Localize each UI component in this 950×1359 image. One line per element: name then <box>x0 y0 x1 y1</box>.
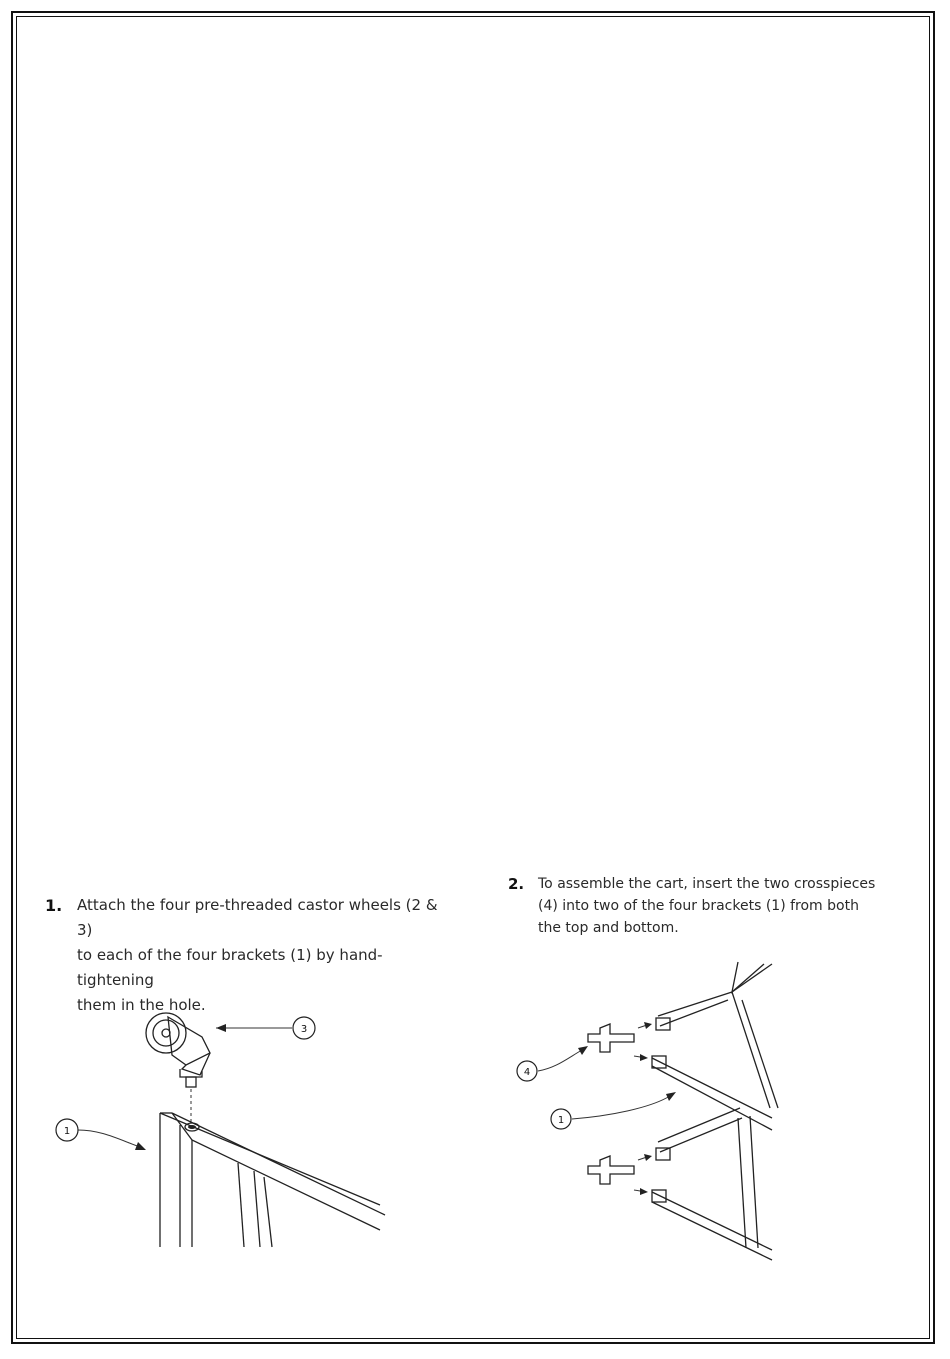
step-1-line-3: them in the hole. <box>77 996 206 1014</box>
step-2-text <box>538 873 878 939</box>
step-2-line-2: (4) into two of the four brackets (1) from both <box>538 898 859 914</box>
castor-wheel-drawing <box>146 1013 210 1123</box>
crosspiece-upper <box>588 1022 652 1061</box>
callout-3 <box>216 1017 315 1039</box>
figure-1-castor-assembly <box>40 995 400 1255</box>
callout-1-fig1-label: 1 <box>63 1126 71 1137</box>
callout-4-label: 4 <box>523 1067 531 1078</box>
callout-1-fig2-label: 1 <box>557 1115 565 1126</box>
callout-1-fig2 <box>551 1092 676 1129</box>
bracket-frame-drawing <box>160 1113 385 1247</box>
cart-frame-drawing <box>652 962 778 1260</box>
step-2-number: 2. <box>508 875 525 893</box>
step-2-line-3: the top and bottom. <box>538 920 679 936</box>
figure-2-crosspiece-assembly <box>510 958 780 1263</box>
step-1-line-1: Attach the four pre-threaded castor wheels (2 & 3) <box>77 896 438 939</box>
crosspiece-lower <box>588 1154 652 1195</box>
step-1-number: 1. <box>45 896 63 915</box>
callout-3-label: 3 <box>300 1024 308 1035</box>
step-1-line-2: to each of the four brackets (1) by hand-tightening <box>77 946 383 989</box>
callout-1-fig1 <box>56 1119 146 1150</box>
step-2-line-1: To assemble the cart, insert the two crosspieces <box>538 876 876 892</box>
callout-4 <box>517 1046 588 1081</box>
